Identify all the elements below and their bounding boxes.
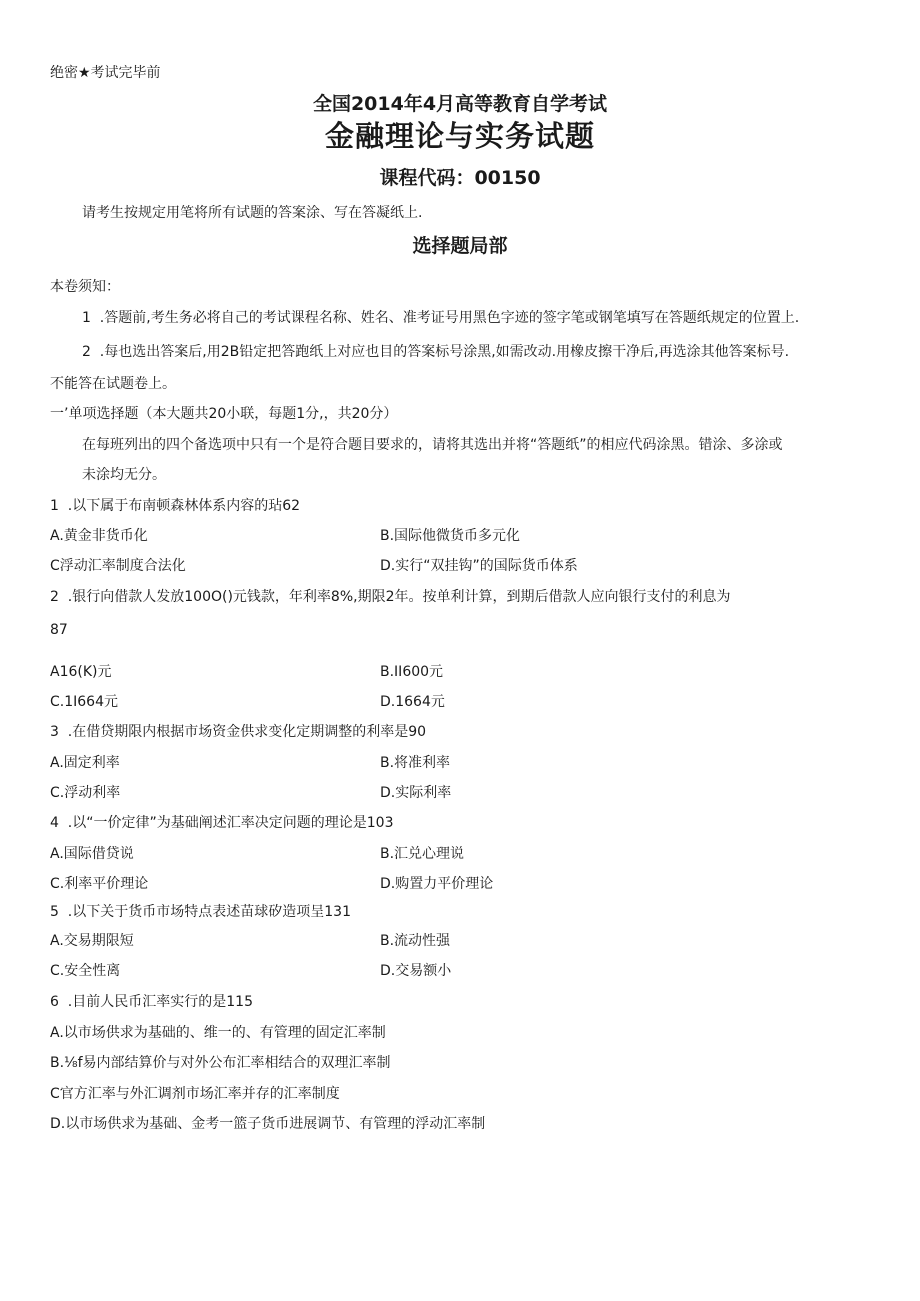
question-3-stem: 3 .在借贷期限内根据市场资金供求变化定期调整的利率是90 (50, 724, 427, 740)
question-5-option-a: A.交易期限短 (50, 933, 134, 949)
notice-label: 本卷须知： (50, 279, 120, 295)
notice-item-2: 2 .每也选出答案后,用2B铅定把答跑纸上对应也目的答案标号涂黑,如需改动.用橡皮擦干净后,再选涂其他答案标号. (82, 344, 790, 360)
question-3-option-a: A.固定利率 (50, 755, 120, 771)
confidential-mark: 绝密★考试完毕前 (50, 65, 161, 81)
question-6-option-a: A.以市场供求为基础的、维一的、有管理的固定汇率制 (50, 1025, 386, 1041)
question-1-stem: 1 .以下属于布南顿森林体系内容的玷62 (50, 498, 301, 514)
question-2-option-b: B.II600元 (380, 664, 444, 680)
question-4-option-c: C.利率平价理论 (50, 876, 149, 892)
notice-item-2-continued: 不能答在试题卷上。 (50, 376, 176, 392)
question-3-option-b: B.将准利率 (380, 755, 451, 771)
question-2-option-a: A16(K)元 (50, 664, 112, 680)
question-3-option-c: C.浮动利率 (50, 785, 121, 801)
question-4-option-d: D.购置力平价理论 (380, 876, 494, 892)
question-2-option-c: C.1I664元 (50, 694, 118, 710)
question-3-option-d: D.实际利率 (380, 785, 452, 801)
question-1-option-a: A.黄金非货币化 (50, 528, 148, 544)
part-description-2: 未涂均无分。 (82, 467, 166, 483)
question-6-option-c: C官方汇率与外汇调剂市场汇率并存的汇率制度 (50, 1086, 340, 1102)
question-2-stem: 2 .银行向借款人发放100O()元钱款，年利率8%,期限2年。按单利计算，到期后借款人应向银行支付的利息为 (50, 589, 731, 605)
question-5-option-c: C.安全性离 (50, 963, 121, 979)
question-5-option-b: B.流动性强 (380, 933, 451, 949)
exam-title: 全国2014年4月高等教育自学考试 (312, 93, 608, 115)
paper-title: 金融理论与实务试题 (324, 119, 595, 153)
question-5-option-d: D.交易额小 (380, 963, 452, 979)
part-description-1: 在每班列出的四个备选项中只有一个是符合题目要求的，请将其选出并将“答题纸”的相应代码涂黑。错涂、多涂或 (82, 437, 783, 453)
question-2-option-d: D.1664元 (380, 694, 445, 710)
question-4-option-a: A.国际借贷说 (50, 846, 134, 862)
course-code: 课程代码：00150 (379, 167, 541, 189)
question-4-stem: 4 .以“一价定律”为基础阐述汇率决定问题的理论是103 (50, 815, 394, 831)
question-6-option-b: B.⅛f易内部结算价与对外公布汇率相结合的双理汇率制 (50, 1055, 391, 1071)
question-5-stem: 5 .以下关于货币市场特点表述苗球矽造项呈131 (50, 904, 351, 920)
question-4-option-b: B.汇兑心理说 (380, 846, 465, 862)
section-title: 选择题局部 (412, 235, 508, 257)
question-1-option-c: C浮动汇率制度合法化 (50, 558, 186, 574)
question-6-stem: 6 .目前人民币汇率实行的是115 (50, 994, 253, 1010)
instruction-text: 请考生按规定用笔将所有试题的答案涂、写在答凝纸上. (82, 205, 423, 221)
part-heading: 一’单项选择题（本大题共20小联，每题1分,，共20分） (50, 406, 398, 422)
notice-item-1: 1 .答题前,考生务必将自己的考试课程名称、姓名、准考证号用黑色字迹的签字笔或钢笔填写在答题纸规定的位置上. (82, 310, 800, 326)
question-2-stem-continued: 87 (50, 622, 68, 638)
question-6-option-d: D.以市场供求为基础、金考一篮子货币进展调节、有管理的浮动汇率制 (50, 1116, 486, 1132)
question-1-option-d: D.实行“双挂钩”的国际货币体系 (380, 558, 578, 574)
question-1-option-b: B.国际他微货币多元化 (380, 528, 521, 544)
